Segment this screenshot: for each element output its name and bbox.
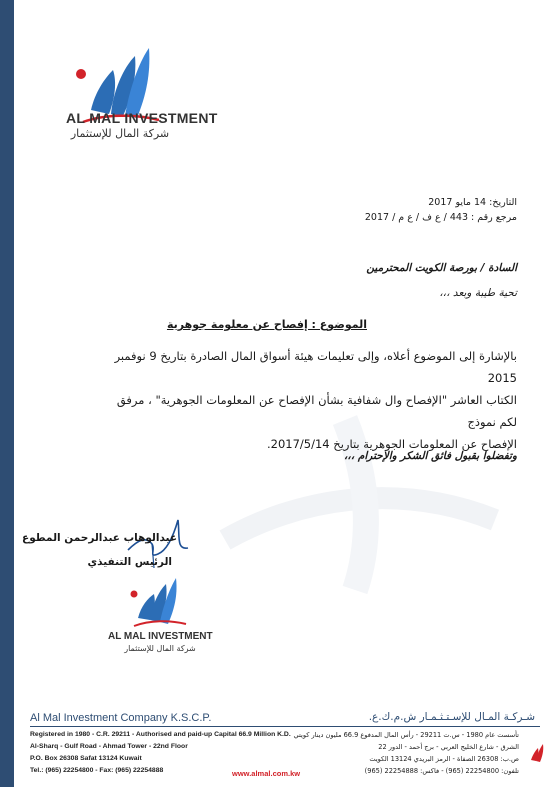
logo-name-en: AL MAL INVESTMENT	[66, 110, 218, 126]
footer-website-link[interactable]: www.almal.com.kw	[232, 769, 301, 778]
footer-pobox-en: P.O. Box 26308 Safat 13124 Kuwait	[30, 755, 142, 762]
addressee-name: السادة / بورصة الكويت	[414, 262, 517, 274]
letter-date: التاريخ: 14 مايو 2017	[428, 197, 517, 208]
footer-company-ar: شـركـة المـال للإسـتـثـمـار ش.م.ك.ع.	[368, 711, 535, 723]
footer-company-en: Al Mal Investment Company K.S.C.P.	[30, 712, 212, 724]
footer-logo-icon	[528, 740, 546, 764]
stamp-name-en: AL MAL INVESTMENT	[108, 631, 213, 642]
letter-reference: مرجع رقم : 443 / ع ف / ع م / 2017	[364, 212, 517, 223]
footer-tel-ar: تلفون: 22254800 (965) - فاكس: 22254888 (965)	[364, 767, 519, 775]
footer-registration-en: Registered in 1980 - C.R. 29211 - Authorised and paid-up Capital 66.9 Million K.D.	[30, 731, 291, 738]
footer-address-ar: الشرق - شارع الخليج العربي - برج أحمد - الدور 22	[378, 743, 519, 751]
greeting: تحية طيبة وبعد ،،،	[439, 287, 517, 299]
addressee-respect: المحترمين	[366, 262, 412, 274]
logo-name-ar: شركة المال للإستثمار	[70, 127, 170, 140]
signatory-name: عبدالوهاب عبدالرحمن المطوع	[22, 532, 177, 544]
addressee	[306, 262, 517, 274]
body-line: الإفصاح عن المعلومات الجوهرية بتاريخ 2017/5/14.	[267, 437, 517, 451]
stamp-name-ar: شركة المال للإستثمار	[124, 644, 196, 653]
footer-registration-ar: تأسست عام 1980 - س.ت 29211 - رأس المال المدفوع 66.9 مليون دينار كويتي	[293, 731, 519, 739]
footer-address-en: Al-Sharq - Gulf Road - Ahmad Tower - 22nd Floor	[30, 743, 188, 750]
left-accent-bar	[0, 0, 14, 787]
letter-body	[97, 345, 517, 455]
body-line: بالإشارة إلى الموضوع أعلاه، وإلى تعليمات هيئة أسواق المال الصادرة بتاريخ 9 نوفمبر 2015	[114, 349, 517, 385]
signatory-title: الرئيس التنفيذي	[87, 556, 172, 568]
footer-tel-en: Tel.: (965) 22254800 - Fax: (965) 22254888	[30, 767, 164, 774]
closing-line: وتفضلوا بقبول فائق الشكر والإحترام ،،،	[344, 450, 517, 462]
footer-pobox-ar: ص.ب: 26308 الصفاة - الرمز البريدي 13124 الكويت	[369, 755, 519, 763]
body-line: الكتاب العاشر "الإفصاح وال شفافية بشأن الإفصاح عن المعلومات الجوهرية" ، مرفق لكم نموذج	[116, 393, 517, 429]
stamp-logo-icon	[120, 562, 200, 632]
subject-line: الموضوع : إفصاح عن معلومة جوهرية	[166, 318, 367, 331]
footer-divider	[30, 726, 540, 727]
